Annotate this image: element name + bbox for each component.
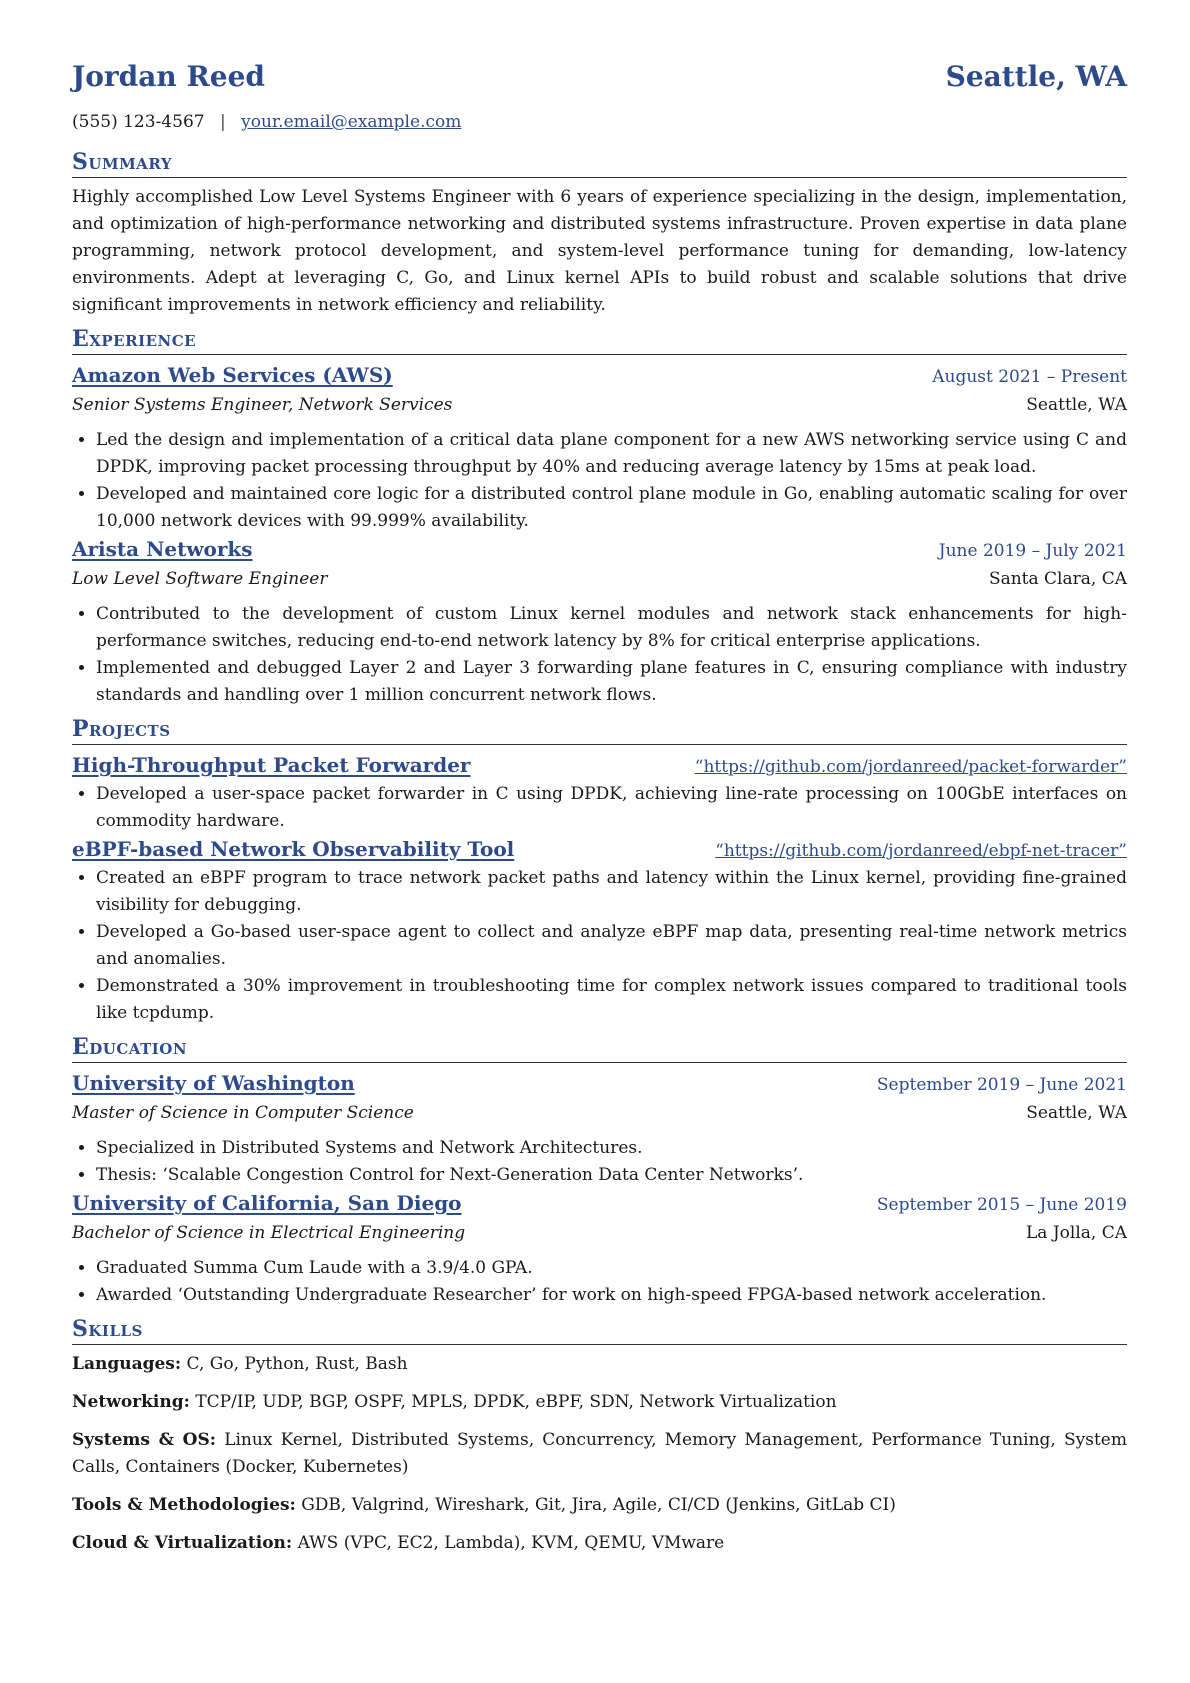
job-location: Seattle, WA — [1026, 395, 1127, 415]
project-link[interactable]: “https://github.com/jordanreed/ebpf-net-tracer” — [715, 841, 1127, 861]
job-location: Santa Clara, CA — [988, 569, 1127, 589]
school-name[interactable]: University of California, San Diego — [72, 1191, 462, 1215]
skill-row — [72, 1492, 1127, 1519]
skill-row — [72, 1389, 1127, 1416]
project-name[interactable]: High-Throughput Packet Forwarder — [72, 753, 471, 777]
skill-row — [72, 1427, 1127, 1481]
section-title-education: Education — [72, 1033, 1127, 1063]
section-title-summary: Summary — [72, 148, 1127, 178]
degree-name: Bachelor of Science in Electrical Engineering — [72, 1223, 466, 1243]
bullet-item: • Contributed to the development of custom Linux kernel modules and network stack enhancements for high-performance switches, reducing end-to-end network latency by 8% for critical enterprise applications. — [96, 601, 1127, 655]
skill-label: Networking: — [72, 1392, 190, 1412]
skill-row — [72, 1530, 1127, 1557]
bullet-item: • Thesis: ‘Scalable Congestion Control for Next-Generation Data Center Networks’. — [96, 1162, 1127, 1189]
skill-label: Systems & OS: — [72, 1430, 217, 1450]
candidate-location: Seattle, WA — [945, 60, 1127, 93]
resume-header — [72, 60, 1127, 108]
project-link[interactable]: “https://github.com/jordanreed/packet-forwarder” — [694, 757, 1127, 777]
school-location: Seattle, WA — [1026, 1103, 1127, 1123]
skill-label: Cloud & Virtualization: — [72, 1533, 293, 1553]
section-title-experience: Experience — [72, 325, 1127, 355]
skill-value: GDB, Valgrind, Wireshark, Git, Jira, Agile, CI/CD (Jenkins, GitLab CI) — [301, 1495, 896, 1515]
bullet-item: • Specialized in Distributed Systems and Network Architectures. — [96, 1135, 1127, 1162]
bullet-item: • Developed and maintained core logic for a distributed control plane module in Go, enabling automatic scaling for over 10,000 network devices with 99.999% availability. — [96, 481, 1127, 535]
section-title-skills: Skills — [72, 1315, 1127, 1345]
candidate-name: Jordan Reed — [72, 60, 265, 93]
bullet-item: • Developed a user-space packet forwarder in C using DPDK, achieving line-rate processing on 100GbE interfaces on commodity hardware. — [96, 781, 1127, 835]
bullet-item: • Created an eBPF program to trace network packet paths and latency within the Linux kernel, providing fine-grained visibility for debugging. — [96, 865, 1127, 919]
school-name[interactable]: University of Washington — [72, 1071, 355, 1095]
contact-line — [72, 112, 1127, 142]
bullet-item: • Awarded ‘Outstanding Undergraduate Researcher’ for work on high-speed FPGA-based network acceleration. — [96, 1282, 1127, 1309]
bullet-list — [72, 1255, 1127, 1309]
bullet-list — [72, 1135, 1127, 1189]
company-name[interactable]: Arista Networks — [72, 537, 253, 561]
job-title: Low Level Software Engineer — [72, 569, 328, 589]
project-entry — [72, 751, 1127, 835]
project-entry — [72, 835, 1127, 1027]
bullet-list — [72, 781, 1127, 835]
school-location: La Jolla, CA — [1026, 1223, 1127, 1243]
bullet-item: • Demonstrated a 30% improvement in troubleshooting time for complex network issues compared to traditional tools like tcpdump. — [96, 973, 1127, 1027]
bullet-list — [72, 865, 1127, 1027]
skill-label: Tools & Methodologies: — [72, 1495, 296, 1515]
employment-dates: August 2021 – Present — [932, 367, 1127, 387]
bullet-item: • Graduated Summa Cum Laude with a 3.9/4.0 GPA. — [96, 1255, 1127, 1282]
bullet-item: • Led the design and implementation of a critical data plane component for a new AWS networking service using C and DPDK, improving packet processing throughput by 40% and reducing average latency by 15ms at peak load. — [96, 427, 1127, 481]
skill-value: Linux Kernel, Distributed Systems, Concurrency, Memory Management, Performance Tuning, System Calls, Containers (Docker, Kubernetes) — [72, 1430, 1127, 1477]
section-title-projects: Projects — [72, 715, 1127, 745]
company-name[interactable]: Amazon Web Services (AWS) — [72, 363, 393, 387]
study-dates: September 2019 – June 2021 — [876, 1075, 1127, 1095]
bullet-item: • Implemented and debugged Layer 2 and Layer 3 forwarding plane features in C, ensuring compliance with industry standards and handling over 1 million concurrent network flows. — [96, 655, 1127, 709]
job-title: Senior Systems Engineer, Network Services — [72, 395, 453, 415]
education-entry — [72, 1069, 1127, 1189]
skill-value: C, Go, Python, Rust, Bash — [186, 1354, 408, 1374]
skill-row — [72, 1351, 1127, 1378]
contact-separator: | — [219, 112, 226, 132]
bullet-list — [72, 601, 1127, 709]
project-name[interactable]: eBPF-based Network Observability Tool — [72, 837, 515, 861]
skill-value: TCP/IP, UDP, BGP, OSPF, MPLS, DPDK, eBPF, SDN, Network Virtualization — [195, 1392, 837, 1412]
education-entry — [72, 1189, 1127, 1309]
study-dates: September 2015 – June 2019 — [876, 1195, 1127, 1215]
bullet-list — [72, 427, 1127, 535]
employment-dates: June 2019 – July 2021 — [938, 541, 1127, 561]
experience-entry — [72, 361, 1127, 535]
summary-text: Highly accomplished Low Level Systems Engineer with 6 years of experience specializing in the design, implementation, and optimization of high-performance networking and distributed systems infrastructure. Proven expertise in data plane programming, network protocol development, and system-level performance tuning for demanding, low-latency environments. Adept at leveraging C, Go, and Linux kernel APIs to build robust and scalable solutions that drive significant improvements in network efficiency and reliability. — [72, 187, 1127, 315]
email-link[interactable]: your.email@example.com — [241, 112, 462, 132]
skill-value: AWS (VPC, EC2, Lambda), KVM, QEMU, VMware — [297, 1533, 725, 1553]
bullet-item: • Developed a Go-based user-space agent to collect and analyze eBPF map data, presenting real-time network metrics and anomalies. — [96, 919, 1127, 973]
experience-entry — [72, 535, 1127, 709]
phone-number: (555) 123-4567 — [72, 112, 205, 132]
skill-label: Languages: — [72, 1354, 182, 1374]
degree-name: Master of Science in Computer Science — [72, 1103, 414, 1123]
